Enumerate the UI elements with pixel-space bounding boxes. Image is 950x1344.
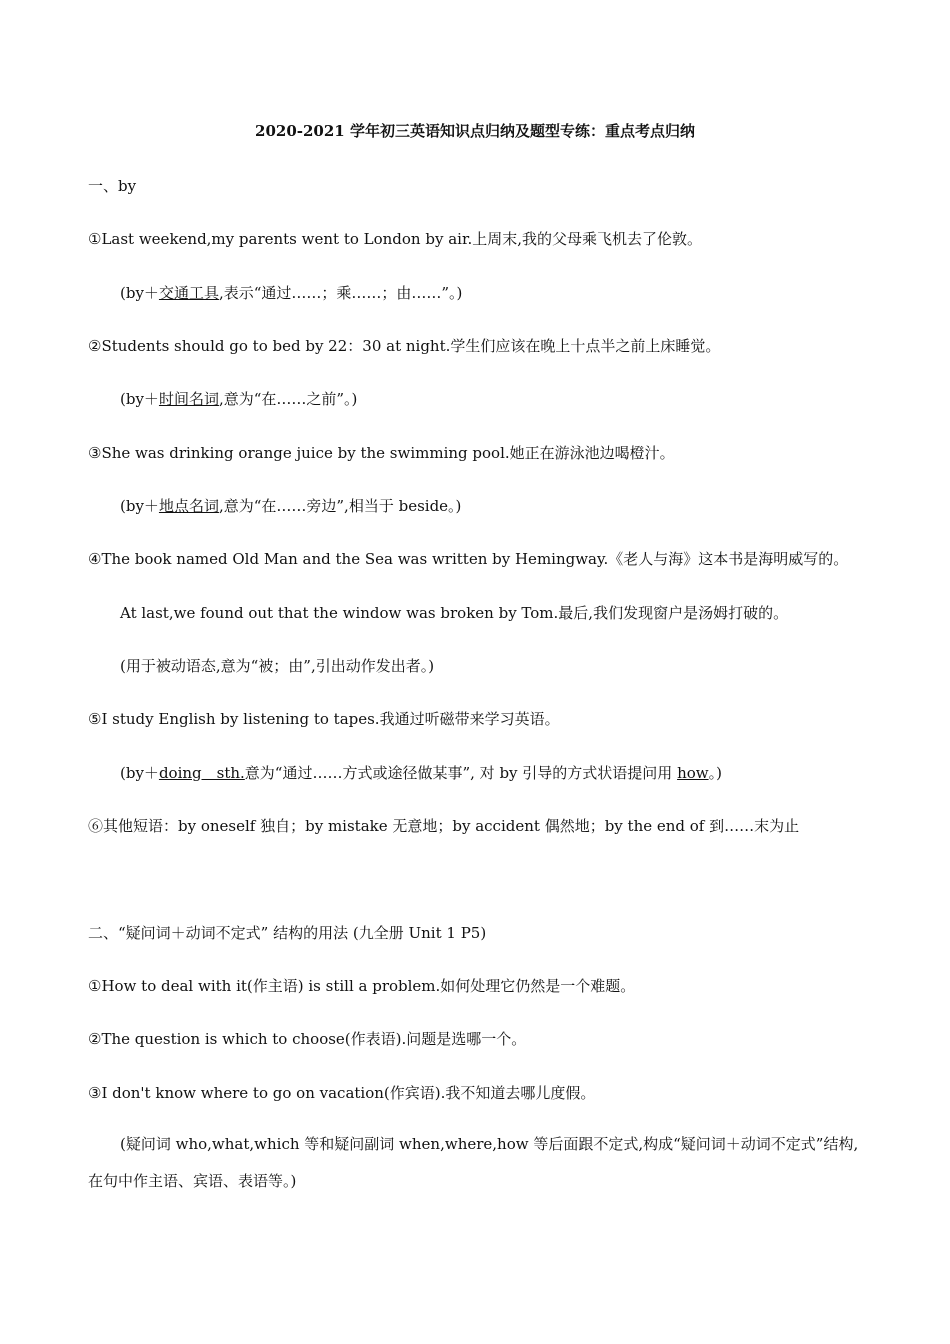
section2-item2: ②The question is which to choose(作表语).问题是选哪一个。	[88, 1030, 527, 1048]
underlined-term: how	[677, 764, 709, 782]
underlined-term: 交通工具	[158, 284, 219, 302]
underlined-term: doing sth.	[158, 764, 245, 782]
section1-note5	[120, 763, 722, 783]
section1-item1: ①Last weekend,my parents went to London by air.上周末,我的父母乘飞机去了伦敦。	[88, 230, 703, 248]
document-title: 2020-2021 学年初三英语知识点归纳及题型专练：重点考点归纳	[255, 122, 695, 140]
note-text: (by＋	[120, 764, 159, 782]
section1-item5: ⑤I study English by listening to tapes.我通过听磁带来学习英语。	[88, 710, 560, 728]
section1-heading: 一、by	[88, 177, 137, 195]
underlined-term: 地点名词	[158, 497, 219, 515]
note-text: (by＋	[120, 390, 159, 408]
section2-heading: 二、“疑问词＋动词不定式” 结构的用法 (九全册 Unit 1 P5)	[88, 924, 487, 942]
note-text: ,表示“通过……；乘……；由……”。)	[218, 284, 463, 302]
underlined-term: 时间名词	[158, 390, 219, 408]
note-text: ,意为“在……旁边”,相当于 beside。)	[218, 497, 462, 515]
section2-item1: ①How to deal with it(作主语) is still a problem.如何处理它仍然是一个难题。	[88, 977, 636, 995]
section1-note2	[120, 389, 357, 409]
section2-note: (疑问词 who,what,which 等和疑问副词 when,where,how 等后面跟不定式,构成“疑问词＋动词不定式”结构,在句中作主语、宾语、表语等。)	[88, 1135, 859, 1190]
section1-item4b: At last,we found out that the window was broken by Tom.最后,我们发现窗户是汤姆打破的。	[120, 604, 789, 622]
section1-item4: ④The book named Old Man and the Sea was written by Hemingway.《老人与海》这本书是海明威写的。	[88, 550, 849, 568]
note-text: (by＋	[120, 497, 159, 515]
section2-item3: ③I don't know where to go on vacation(作宾语).我不知道去哪儿度假。	[88, 1084, 596, 1102]
note-text: 。)	[708, 764, 722, 782]
note-text: 意为“通过……方式或途径做某事”, 对 by 引导的方式状语提问用	[244, 764, 678, 782]
section1-item6: ⑥其他短语：by oneself 独自；by mistake 无意地；by accident 偶然地；by the end of 到……末为止	[88, 817, 800, 835]
note-text: ,意为“在……之前”。)	[218, 390, 358, 408]
section1-item2: ②Students should go to bed by 22：30 at night.学生们应该在晚上十点半之前上床睡觉。	[88, 337, 721, 355]
note-text: (by＋	[120, 284, 159, 302]
section1-note3	[120, 496, 461, 516]
section1-note1	[120, 283, 462, 303]
section1-note4: (用于被动语态,意为“被；由”,引出动作发出者。)	[120, 657, 435, 675]
section1-item3: ③She was drinking orange juice by the swimming pool.她正在游泳池边喝橙汁。	[88, 444, 675, 462]
